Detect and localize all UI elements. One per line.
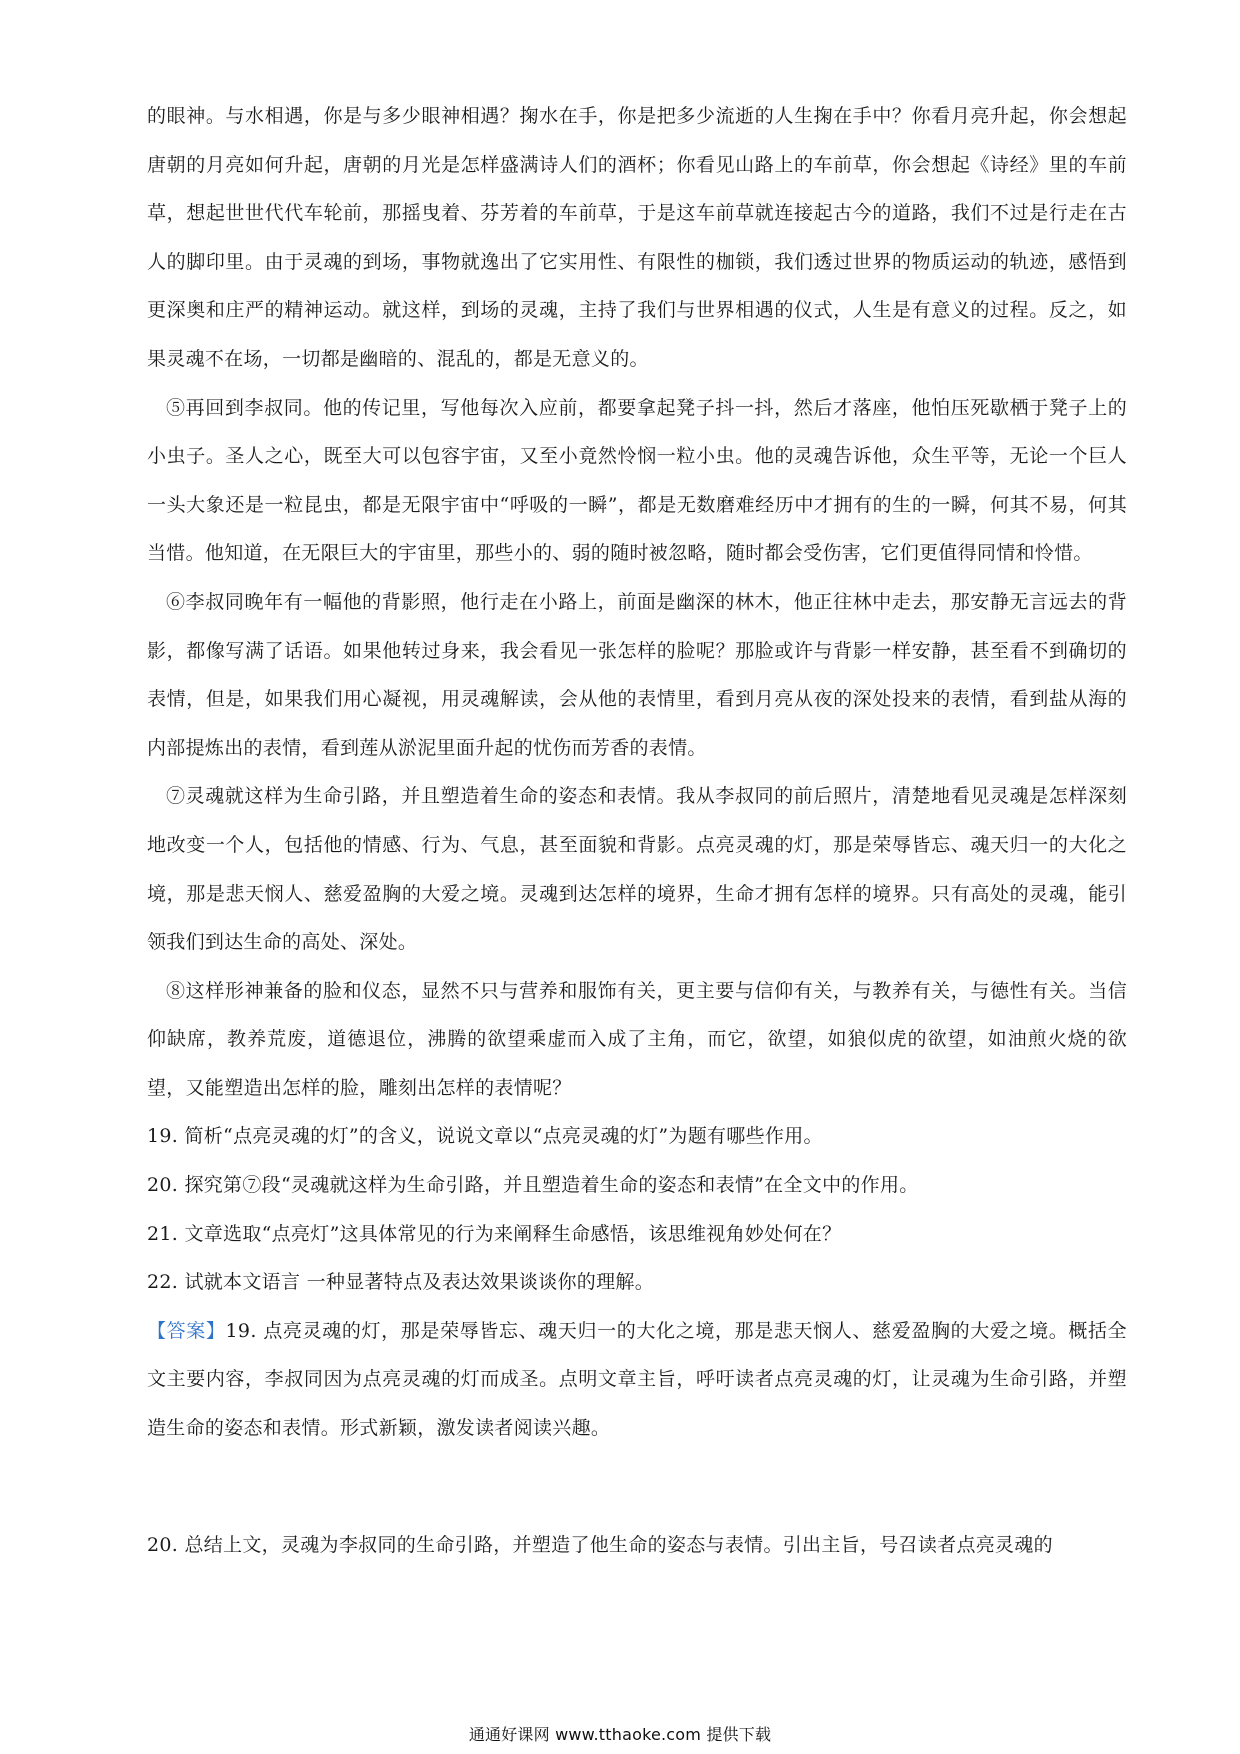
paragraph-7: ⑦灵魂就这样为生命引路，并且塑造着生命的姿态和表情。我从李叔同的前后照片，清楚地看见灵魂是怎样深刻地改变一个人，包括他的情感、行为、气息，甚至面貌和背影。点亮灵魂的灯，那是荣辱皆忘、魂天归一的大化之境，那是悲天悯人、慈爱盈胸的大爱之境。灵魂到达怎样的境界，生命才拥有怎样的境界。只有高处的灵魂，能引领我们到达生命的高处、深处。 [147,785,1127,954]
page-footer: 通通好课网 www.tthaoke.com 提供下载 [468,1725,772,1744]
paragraph-continued: 的眼神。与水相遇，你是与多少眼神相遇？掬水在手，你是把多少流逝的人生掬在手中？你看月亮升起，你会想起唐朝的月亮如何升起，唐朝的月光是怎样盛满诗人们的酒杯；你看见山路上的车前草，你会想起《诗经》里的车前草，想起世世代代车轮前，那摇曳着、芬芳着的车前草，于是这车前草就连接起古今的道路，我们不过是行走在古人的脚印里。由于灵魂的到场，事物就逸出了它实用性、有限性的枷锁，我们透过世界的物质运动的轨迹，感悟到更深奥和庄严的精神运动。就这样，到场的灵魂，主持了我们与世界相遇的仪式，人生是有意义的过程。反之，如果灵魂不在场，一切都是幽暗的、混乱的，都是无意义的。 [147,105,1127,370]
question-19: 19. 简析“点亮灵魂的灯”的含义，说说文章以“点亮灵魂的灯”为题有哪些作用。 [147,1125,823,1148]
paragraph-6: ⑥李叔同晚年有一幅他的背影照，他行走在小路上，前面是幽深的林木，他正往林中走去，那安静无言远去的背影，都像写满了话语。如果他转过身来，我会看见一张怎样的脸呢？那脸或许与背影一样安静，甚至看不到确切的表情，但是，如果我们用心凝视，用灵魂解读，会从他的表情里，看到月亮从夜的深处投来的表情，看到盐从海的内部提炼出的表情，看到莲从淤泥里面升起的忧伤而芳香的表情。 [147,590,1127,759]
answer-spacer [147,1453,1127,1521]
answer-tag: 【答案】 [147,1319,226,1342]
answer-19-text: 19. 点亮灵魂的灯，那是荣辱皆忘、魂天归一的大化之境，那是悲天悯人、慈爱盈胸的大爱之境。概括全文主要内容，李叔同因为点亮灵魂的灯而成圣。点明文章主旨，呼吁读者点亮灵魂的灯，让灵魂为生命引路，并塑造生命的姿态和表情。形式新颖，激发读者阅读兴趣。 [147,1319,1127,1440]
answer-block [147,1307,1127,1569]
answer-19 [147,1307,1127,1453]
answer-20: 20. 总结上文，灵魂为李叔同的生命引路，并塑造了他生命的姿态与表情。引出主旨，号召读者点亮灵魂的 [147,1533,1053,1556]
paragraph-8: ⑧这样形神兼备的脸和仪态，显然不只与营养和服饰有关，更主要与信仰有关，与教养有关，与德性有关。当信仰缺席，教养荒废，道德退位，沸腾的欲望乘虚而入成了主角，而它，欲望，如狼似虎的欲望，如油煎火烧的欲望，又能塑造出怎样的脸，雕刻出怎样的表情呢？ [147,979,1127,1099]
question-21: 21. 文章选取“点亮灯”这具体常见的行为来阐释生命感悟，该思维视角妙处何在？ [147,1222,842,1245]
document-body [147,92,1127,1569]
question-20: 20. 探究第⑦段“灵魂就这样为生命引路，并且塑造着生命的姿态和表情”在全文中的作用。 [147,1174,919,1197]
paragraph-5: ⑤再回到李叔同。他的传记里，写他每次入应前，都要拿起凳子抖一抖，然后才落座，他怕压死歇栖于凳子上的小虫子。圣人之心，既至大可以包容宇宙，又至小竟然怜悯一粒小虫。他的灵魂告诉他，众生平等，无论一个巨人一头大象还是一粒昆虫，都是无限宇宙中“呼吸的一瞬”，都是无数磨难经历中才拥有的生的一瞬，何其不易，何其当惜。他知道，在无限巨大的宇宙里，那些小的、弱的随时被忽略，随时都会受伤害，它们更值得同情和怜惜。 [147,396,1127,565]
question-22: 22. 试就本文语言 一种显著特点及表达效果谈谈你的理解。 [147,1271,654,1294]
